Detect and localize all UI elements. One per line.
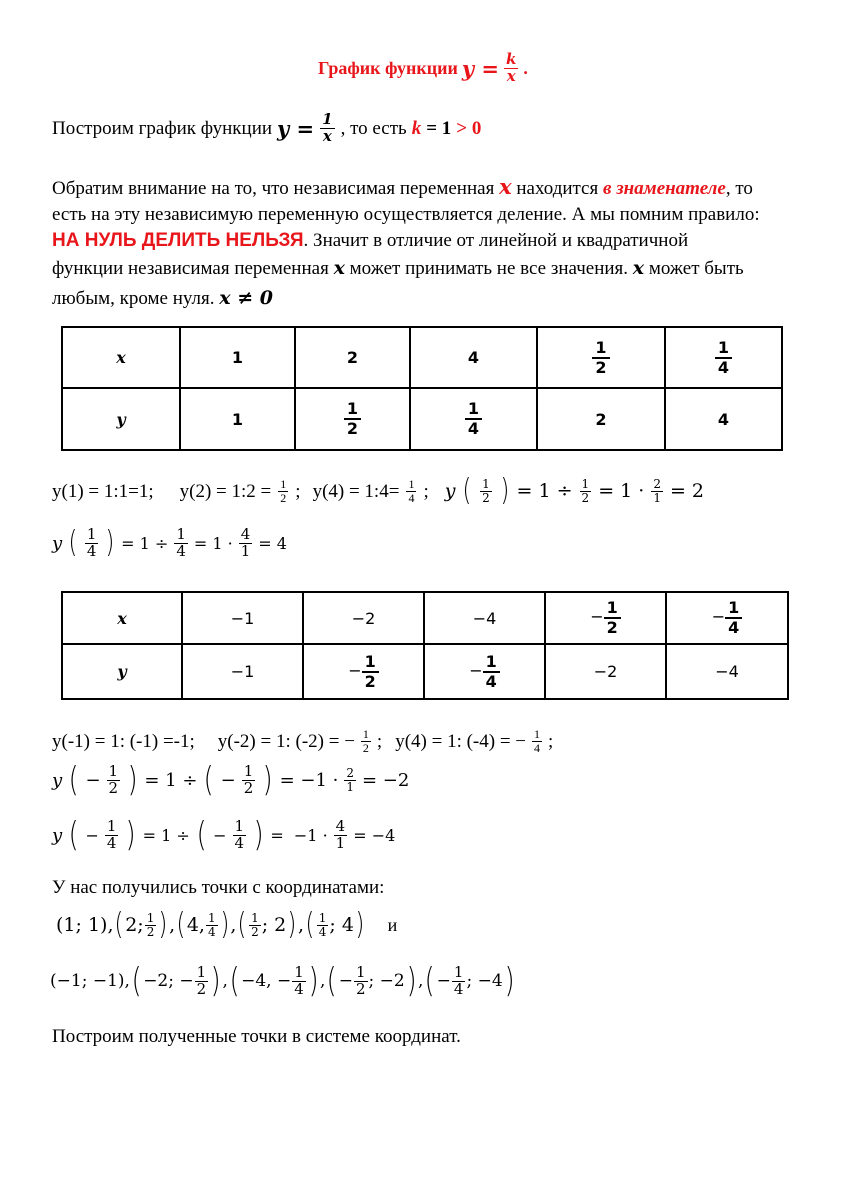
calc-line-4: y ( − $\frac{1}{2}$ ) = 1 ÷ ( − $\frac{1}{2}$ ) = −1 · $\frac{2}{1}$ = −2 <box>52 760 410 800</box>
table-cell: $\frac{1}{4}$ <box>410 388 537 450</box>
points-positive: (1; 1), ( 2; $\frac{1}{2}$ ) , ( 4, $\frac{1}{4}$ ) , ( $\frac{1}{2}$ ; 2 ) , ( $\frac{1}{4}$ ; 4 ) и <box>56 907 398 942</box>
paragraph-line-5: любым, кроме нуля. x ≠ 0 <box>52 287 273 309</box>
table-header-y: y <box>62 388 180 450</box>
table-cell: − $\frac{1}{4}$ <box>666 592 788 644</box>
final-line: Построим полученные точки в системе координат. <box>52 1026 461 1047</box>
values-table-positive <box>61 326 783 451</box>
table-row-y <box>62 644 788 699</box>
table-cell: 2 <box>295 327 410 388</box>
table-cell: −1 <box>182 644 303 699</box>
table-row-y <box>62 388 782 450</box>
table-cell: − $\frac{1}{4}$ <box>424 644 545 699</box>
table-cell: $\frac{1}{2}$ <box>295 388 410 450</box>
table-row-x <box>62 327 782 388</box>
table-cell: 4 <box>410 327 537 388</box>
paragraph-line-3: НА НУЛЬ ДЕЛИТЬ НЕЛЬЗЯ. Значит в отличие от линейной и квадратичной <box>52 230 689 251</box>
intro-line: Построим график функции y = $\frac{1}{x}$ , то есть k = 1 > 0 <box>52 110 482 145</box>
table-cell: 4 <box>665 388 782 450</box>
table-cell: − $\frac{1}{2}$ <box>303 644 424 699</box>
calc-line-3: y(-1) = 1: (-1) =-1; y(-2) = 1: (-2) = − $\frac{1}{2}$ ; y(4) = 1: (-4) = − $\frac{1}{4}$ ; <box>52 727 554 755</box>
calc-line-1: y(1) = 1:1=1; y(2) = 1:2 = $\frac{1}{2}$ ; y(4) = 1:4= $\frac{1}{4}$ ; y ( $\frac{1}{2}$ ) = 1 ÷ $\frac{1}{2}$ = 1 · $\frac{2}{1}$ = 2 <box>52 473 705 508</box>
table-cell: 1 <box>180 327 295 388</box>
points-negative: (−1; −1), ( −2; − $\frac{1}{2}$ ) , ( −4, − $\frac{1}{4}$ ) , ( − $\frac{1}{2}$ ; −2 ) , ( − $\frac{1}{4}$ ; −4 ) <box>50 961 515 1001</box>
table-cell: $\frac{1}{2}$ <box>537 327 665 388</box>
table-cell: −2 <box>303 592 424 644</box>
table-cell: 2 <box>537 388 665 450</box>
table-row-x <box>62 592 788 644</box>
table-cell: −4 <box>424 592 545 644</box>
paragraph-line-2: есть на эту независимую переменную осуществляется деление. А мы помним правило: <box>52 204 760 225</box>
values-table-negative <box>61 591 789 700</box>
calc-line-5: y ( − $\frac{1}{4}$ ) = 1 ÷ ( − $\frac{1}{4}$ ) = −1 · $\frac{4}{1}$ = −4 <box>52 815 396 855</box>
page-title: График функции y = $\frac{k}{x}$ . <box>318 50 528 85</box>
table-cell: $\frac{1}{4}$ <box>665 327 782 388</box>
title-fraction: $\frac{k}{x}$ <box>506 50 517 85</box>
table-header-y: y <box>62 644 182 699</box>
table-cell: 1 <box>180 388 295 450</box>
paragraph-line-1: Обратим внимание на то, что независимая переменная x находится в знаменателе, то <box>52 174 753 199</box>
points-intro: У нас получились точки с координатами: <box>52 877 385 898</box>
table-header-x: x <box>62 327 180 388</box>
table-cell: −4 <box>666 644 788 699</box>
table-header-x: x <box>62 592 182 644</box>
paragraph-line-4: функции независимая переменная x может принимать не все значения. x может быть <box>52 257 744 279</box>
one-over-x-fraction: $\frac{1}{x}$ <box>322 110 333 145</box>
table-cell: − $\frac{1}{2}$ <box>545 592 666 644</box>
calc-line-2: y ( $\frac{1}{4}$ ) = 1 ÷ $\frac{1}{4}$ = 1 · $\frac{4}{1}$ = 4 <box>52 525 287 561</box>
table-cell: −1 <box>182 592 303 644</box>
table-cell: −2 <box>545 644 666 699</box>
